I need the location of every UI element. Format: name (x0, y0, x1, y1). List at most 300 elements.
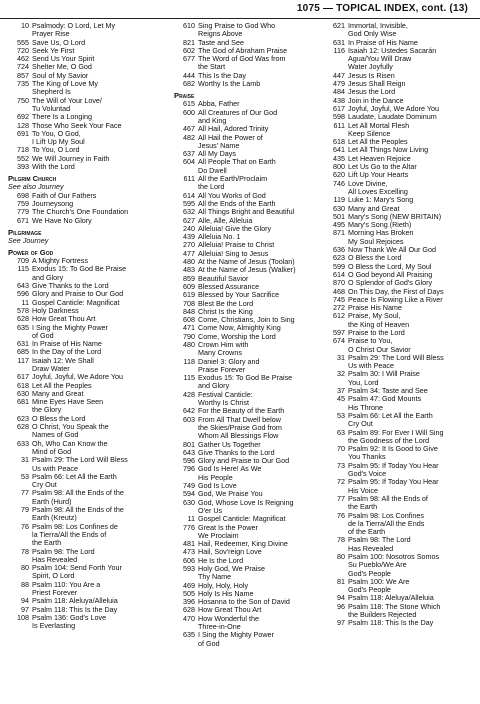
hymn-number: 77 (21, 488, 29, 498)
hymn-title: Psalm 95: If Today You Hear God's Voice (348, 460, 439, 479)
index-entry (8, 564, 174, 581)
hymn-title: All the Ends of the Earth (198, 198, 276, 208)
hymn-number: 746 (333, 178, 345, 188)
hymn-number: 642 (183, 406, 195, 416)
index-entry (324, 395, 476, 412)
hymn-number: 745 (333, 294, 345, 304)
hymn-title: Let All the Peoples (348, 137, 408, 147)
hymn-number: 119 (333, 195, 345, 205)
hymn-title: All Things Bright and Beautiful (198, 207, 295, 217)
hymn-title: Hosanna to the Son of David (198, 597, 290, 607)
hymn-title: Holy God, We Praise Thy Name (198, 564, 265, 582)
hymn-title: Sing Praise to God Who Reigns Above (198, 22, 276, 39)
hymn-title: Psalm 66: Let All the Earth Cry Out (348, 410, 433, 429)
hymn-title: All People That on Earth Do Dwell (198, 157, 276, 175)
hymn-number: 77 (337, 493, 345, 503)
hymn-number: 870 (333, 278, 345, 288)
hymn-number: 70 (337, 444, 345, 454)
hymn-title: Worthy Is the Lamb (198, 79, 261, 89)
hymn-number: 612 (333, 311, 345, 321)
hymn-number: 480 (183, 257, 195, 267)
hymn-title: All Hail the Power of Jesus' Name (198, 132, 263, 150)
hymn-title: Abba, Father (198, 99, 240, 109)
hymn-number: 81 (337, 576, 345, 586)
index-entry (174, 225, 324, 233)
index-entry (324, 619, 476, 627)
hymn-title: Alleluia! Sing to Jesus (198, 248, 269, 258)
index-entry (324, 512, 476, 537)
index-entry (8, 440, 174, 457)
hymn-number: 603 (183, 414, 195, 424)
index-entry (174, 266, 324, 274)
index-entry (324, 536, 476, 553)
hymn-number: 617 (333, 103, 345, 113)
hymn-number: 637 (183, 149, 195, 159)
hymn-number: 118 (183, 356, 195, 366)
hymn-title: O Bless the Lord, My Soul (348, 261, 432, 271)
hymn-number: 627 (183, 215, 195, 225)
hymn-title: How Great Thou Art (198, 605, 262, 615)
hymn-title: Those Who Seek Your Face (32, 120, 122, 130)
hymn-title: Festival Canticle: Worthy Is Christ (198, 389, 253, 408)
page-header (0, 0, 480, 19)
hymn-title: He Is the Lord (198, 555, 244, 565)
hymn-number: 628 (17, 422, 29, 432)
index-entry (8, 357, 174, 374)
hymn-title: Exodus 15: To God Be Praise and Glory (32, 264, 127, 282)
index-entry (324, 304, 476, 312)
hymn-number: 53 (337, 410, 345, 420)
index-entry (174, 391, 324, 408)
hymn-number: 481 (183, 539, 195, 549)
hymn-title: Let Us Go to the Altar (348, 162, 417, 172)
hymn-number: 618 (17, 380, 29, 390)
hymn-title: Oh, Who Can Know the Mind of God (32, 438, 108, 456)
hymn-title: Now Thank We All Our God (348, 245, 437, 255)
hymn-title: Psalm 98: Los Confines de la Tierra/All the Ends of the Earth (348, 510, 425, 537)
hymn-title: Seek Ye First (32, 45, 75, 55)
hymn-number: 88 (21, 579, 29, 589)
hymn-number: 470 (183, 613, 195, 623)
hymn-number: 240 (183, 223, 195, 233)
hymn-number: 72 (337, 477, 345, 487)
hymn-number: 643 (183, 447, 195, 457)
hymn-number: 552 (17, 153, 29, 163)
hymn-title: How Wonderful the Three-in-One (198, 613, 259, 632)
hymn-title: Immortal, Invisible, God Only Wise (348, 22, 408, 39)
hymn-title: Psalm 29: The Lord Will Bless Us with Peace (348, 352, 444, 371)
hymn-title: Come, Worship the Lord (198, 331, 276, 341)
hymn-title: All You Works of God (198, 190, 266, 200)
hymn-number: 116 (333, 45, 345, 55)
hymn-title: God Is Here! As We His People (198, 464, 262, 482)
hymn-title: A Mighty Fortress (32, 256, 88, 266)
hymn-title: Gather Us Together (198, 439, 261, 449)
hymn-number: 620 (333, 170, 345, 180)
index-entry (174, 22, 324, 39)
hymn-number: 677 (183, 54, 195, 64)
hymn-title: Holy Is His Name (198, 588, 254, 598)
index-entry (324, 445, 476, 462)
hymn-title: Glory and Praise to Our God (32, 289, 124, 299)
index-entry (324, 553, 476, 578)
index-entry (174, 499, 324, 516)
hymn-title: God, We Praise You (198, 489, 263, 499)
hymn-title: Come, Christians, Join to Sing (198, 315, 295, 325)
hymn-title: Psalm 34: Taste and See (348, 386, 428, 396)
hymn-number: 776 (183, 522, 195, 532)
section-heading: Pilgrimage (8, 227, 42, 237)
hymn-number: 611 (183, 174, 195, 184)
hymn-number: 630 (17, 388, 29, 398)
index-column-3 (324, 22, 476, 700)
hymn-number: 80 (337, 552, 345, 561)
hymn-title: Holy Darkness (32, 305, 79, 315)
section-heading: Pilgrim Church (8, 174, 57, 184)
hymn-title: Save Us, O Lord (32, 37, 86, 47)
section-heading: Power of God (8, 248, 54, 258)
hymn-title: Beautiful Savior (198, 273, 249, 283)
hymn-number: 623 (17, 413, 29, 423)
hymn-title: I Sing the Mighty Power of God (32, 322, 108, 340)
hymn-number: 11 (187, 514, 195, 524)
hymn-title: Praise, My Soul, the King of Heaven (348, 311, 410, 329)
hymn-number: 636 (333, 245, 345, 255)
hymn-title: My Soul Rejoices (348, 236, 404, 246)
hymn-number: 97 (337, 618, 345, 628)
hymn-title: Psalm 104: Send Forth Your Spirit, O Lord (32, 563, 122, 581)
hymn-number: 63 (337, 427, 345, 437)
index-columns (8, 22, 476, 700)
hymn-number: 643 (17, 281, 29, 291)
hymn-number: 108 (17, 612, 29, 622)
index-entry (324, 354, 476, 371)
hymn-number: 599 (333, 261, 345, 271)
hymn-number: 857 (17, 70, 29, 80)
hymn-number: 94 (337, 593, 345, 603)
hymn-number: 45 (337, 394, 345, 404)
hymn-number: 393 (17, 162, 29, 172)
hymn-title: Psalmody: O Lord, Let My Prayer Rise (32, 22, 116, 39)
index-entry (174, 175, 324, 192)
hymn-number: 718 (17, 145, 29, 155)
see-also-reference: See Journey (8, 235, 49, 245)
hymn-title: Psalm 98: All the Ends of the Earth (348, 493, 428, 512)
hymn-title: In the Day of the Lord (32, 347, 102, 357)
hymn-number: 602 (183, 45, 195, 55)
hymn-title: Alleluia! Praise to Christ (198, 240, 275, 250)
hymn-number: 115 (17, 264, 29, 274)
index-entry (324, 47, 476, 72)
hymn-title: Many and Great (348, 203, 400, 213)
hymn-title: How Great Thou Art (32, 314, 96, 324)
hymn-number: 270 (183, 240, 195, 250)
hymn-title: Psalm 29: The Lord Will Bless Us with Peace (32, 455, 128, 473)
hymn-title: Joyful, Joyful, We Adore You (348, 103, 439, 113)
hymn-number: 596 (17, 289, 29, 299)
hymn-number: 593 (183, 564, 195, 573)
hymn-title: Psalm 98: The Lord Has Revealed (348, 535, 411, 553)
hymn-number: 610 (183, 22, 195, 30)
hymn-title: The Word of God Was from the Start (198, 54, 286, 72)
hymn-number: 671 (17, 215, 29, 225)
hymn-number: 469 (183, 580, 195, 590)
index-entry (8, 398, 174, 415)
hymn-title: God Is Love (198, 481, 237, 491)
hymn-title: Let Heaven Rejoice (348, 153, 411, 163)
hymn-number: 480 (183, 339, 195, 349)
hymn-title: Isaiah 12: We Shall Draw Water (32, 355, 94, 373)
hymn-number: 681 (17, 397, 29, 407)
hymn-number: 631 (333, 37, 345, 47)
hymn-title: To You, O Lord (32, 145, 80, 155)
hymn-number: 477 (183, 248, 195, 258)
hymn-title: Give Thanks to the Lord (198, 447, 275, 457)
hymn-title: Mine Eyes Have Seen the Glory (32, 397, 104, 415)
hymn-number: 396 (183, 597, 195, 607)
hymn-number: 31 (21, 455, 29, 465)
index-entry (8, 548, 174, 565)
hymn-number: 53 (21, 471, 29, 481)
index-entry (8, 324, 174, 341)
hymn-number: 438 (333, 95, 345, 105)
index-entry (324, 462, 476, 479)
hymn-title: Christ Is the King (198, 306, 253, 316)
hymn-title: Hail, Sov'reign Love (198, 547, 262, 557)
hymn-title: In Praise of His Name (348, 37, 418, 47)
hymn-title: We Will Journey in Faith (32, 153, 110, 163)
hymn-number: 796 (183, 464, 195, 474)
hymn-title: Psalm 110: You Are a Priest Forever (32, 579, 101, 597)
hymn-number: 96 (337, 601, 345, 611)
index-entry (324, 603, 476, 620)
hymn-number: 623 (333, 253, 345, 263)
hymn-title: To You, O God, I Lift Up My Soul (32, 128, 85, 147)
hymn-number: 633 (17, 438, 29, 448)
index-entry (8, 614, 174, 631)
index-entry (174, 55, 324, 72)
hymn-number: 483 (183, 265, 195, 275)
hymn-number: 698 (17, 190, 29, 200)
hymn-title: The Will of Your Love/ Tu Voluntad (32, 95, 102, 113)
hymn-title: Let All the Peoples (32, 380, 92, 390)
index-entry (8, 97, 174, 114)
hymn-title: This Is the Day (198, 70, 246, 80)
index-entry (174, 615, 324, 632)
index-entry (324, 312, 476, 329)
hymn-number: 801 (183, 439, 195, 449)
hymn-number: 618 (333, 137, 345, 147)
hymn-title: Peace Is Flowing Like a River (348, 294, 443, 304)
hymn-number: 94 (21, 596, 29, 606)
hymn-title: All Creatures of Our God and King (198, 107, 278, 125)
hymn-title: Jesus the Lord (348, 87, 396, 97)
hymn-number: 444 (183, 70, 195, 80)
hymn-title: All Hail, Adored Trinity (198, 124, 269, 134)
hymn-title: All the Earth/Proclaim the Lord (198, 174, 268, 192)
hymn-title: O Splendor of God's Glory (348, 278, 433, 288)
hymn-number: 495 (333, 220, 345, 230)
section-heading: Praise (174, 91, 195, 101)
hymn-number: 628 (17, 314, 29, 324)
hymn-title: Psalm 47: God Mounts His Throne (348, 394, 422, 412)
hymn-number: 11 (21, 297, 29, 307)
hymn-title: Love Divine, All Loves Excelling (348, 178, 408, 196)
index-entry (324, 429, 476, 446)
hymn-number: 759 (17, 198, 29, 208)
hymn-title: Blest Be the Lord (198, 298, 254, 308)
index-entry (174, 374, 324, 391)
hymn-number: 749 (183, 481, 195, 491)
hymn-title: Laudate, Laudate Dominum (348, 112, 437, 122)
index-entry (8, 130, 174, 147)
index-entry (174, 158, 324, 175)
hymn-title: Psalm 118: Aleluya/Alleluia (32, 596, 118, 606)
index-entry (8, 163, 174, 171)
hymn-number: 617 (17, 372, 29, 382)
hymn-title: Psalm 66: Let All the Earth Cry Out (32, 471, 117, 490)
hymn-title: Journeysong (32, 198, 74, 208)
hymn-title: Great Is the Power We Proclaim (198, 522, 258, 540)
hymn-number: 641 (333, 145, 345, 155)
hymn-number: 505 (183, 588, 195, 598)
hymn-number: 471 (183, 323, 195, 333)
index-column-2 (174, 22, 324, 700)
index-entry (174, 631, 324, 648)
hymn-number: 735 (17, 79, 29, 89)
hymn-title: Psalm 92: It Is Good to Give You Thanks (348, 444, 438, 462)
hymn-title: Psalm 118: This Is the Day (348, 618, 434, 628)
index-entry (174, 80, 324, 88)
hymn-title: Psalm 118: Aleluya/Alleluia (348, 593, 434, 603)
index-entry (174, 134, 324, 151)
index-entry (324, 122, 476, 139)
hymn-title: Psalm 30: I Will Praise You, Lord (348, 369, 420, 387)
hymn-number: 800 (333, 162, 345, 172)
hymn-number: 859 (183, 273, 195, 283)
hymn-number: 428 (183, 389, 195, 399)
index-entry (174, 333, 324, 341)
hymn-number: 619 (183, 290, 195, 300)
hymn-number: 128 (17, 120, 29, 130)
hymn-number: 750 (17, 95, 29, 105)
hymn-title: Psalm 118: The Stone Which the Builders Rejected (348, 601, 441, 620)
hymn-number: 272 (333, 303, 345, 313)
hymn-title: Blessed by Your Sacrifice (198, 290, 280, 300)
hymn-title: Come Now, Almighty King (198, 323, 281, 333)
hymn-title: Crown Him with Many Crowns (198, 339, 249, 358)
hymn-number: 790 (183, 331, 195, 341)
index-entry (324, 478, 476, 495)
hymn-title: O Bless the Lord (32, 413, 86, 423)
hymn-number: 635 (183, 630, 195, 640)
hymn-title: Exodus 15: To God Be Praise and Glory (198, 373, 293, 391)
index-entry (174, 565, 324, 582)
hymn-title: In Praise of His Name (32, 339, 102, 349)
hymn-title: Psalm 98: All the Ends of the Earth (Hurd) (32, 488, 124, 506)
hymn-title: At the Name of Jesus (Toolan) (198, 257, 295, 267)
hymn-title: Blessed Assurance (198, 281, 260, 291)
hymn-title: Psalm 100: Nosotros Somos Su Pueblo/We Are God's People (348, 552, 440, 578)
index-entry (174, 341, 324, 358)
hymn-title: O Bless the Lord (348, 253, 402, 263)
index-entry (174, 358, 324, 375)
hymn-number: 555 (17, 37, 29, 47)
index-entry (8, 265, 174, 282)
hymn-title: Isaiah 12: Ustedes Sacarán Agua/You Will Draw Water Joyfully (348, 45, 437, 72)
index-entry (8, 22, 174, 39)
hymn-title: Alleluia! Give the Glory (198, 223, 272, 233)
hymn-number: 76 (337, 510, 345, 520)
hymn-number: 598 (333, 112, 345, 122)
hymn-title: From All That Dwell below the Skies/Praise God from Whom All Blessings Flow (198, 414, 282, 441)
hymn-title: Praise to You, O Christ Our Savior (348, 336, 411, 354)
hymn-title: Jesus Is Risen (348, 70, 395, 80)
see-also-reference: See also Journey (8, 182, 64, 192)
hymn-number: 720 (17, 45, 29, 55)
index-entry (174, 465, 324, 482)
hymn-number: 594 (183, 489, 195, 499)
hymn-number: 848 (183, 306, 195, 316)
hymn-title: Let All Things Now Living (348, 145, 429, 155)
index-entry (324, 22, 476, 39)
hymn-title: Psalm 98: Los Confines de la Tierra/All the Ends of the Earth (32, 521, 118, 548)
hymn-number: 10 (21, 22, 29, 30)
hymn-number: 473 (183, 547, 195, 557)
hymn-number: 604 (183, 157, 195, 167)
index-entry (174, 109, 324, 126)
hymn-number: 482 (183, 132, 195, 142)
hymn-title: I Sing the Mighty Power of God (198, 630, 274, 648)
index-entry (8, 523, 174, 548)
hymn-number: 691 (17, 128, 29, 138)
hymn-title: Holy, Holy, Holy (198, 580, 249, 590)
hymn-number: 80 (21, 563, 29, 573)
hymn-title: The King of Love My Shepherd Is (32, 79, 98, 97)
hymn-title: On This Day, the First of Days (348, 286, 444, 296)
hymn-title: The Church's One Foundation (32, 207, 129, 217)
hymn-title: O God beyond All Praising (348, 269, 433, 279)
hymn-number: 600 (183, 107, 195, 117)
index-entry (8, 473, 174, 490)
hymn-number: 628 (183, 605, 195, 615)
hymn-number: 692 (17, 112, 29, 122)
hymn-number: 462 (17, 54, 29, 64)
hymn-number: 115 (183, 373, 195, 383)
hymn-number: 597 (333, 327, 345, 337)
index-entry (8, 423, 174, 440)
hymn-title: Psalm 100: We Are God's People (348, 576, 410, 595)
hymn-title: Alle, Alle, Alleluia (198, 215, 253, 225)
hymn-title: With the Lord (32, 162, 75, 172)
hymn-title: Joyful, Joyful, We Adore You (32, 372, 123, 382)
hymn-number: 632 (183, 207, 195, 217)
hymn-number: 78 (21, 546, 29, 556)
hymn-number: 631 (17, 339, 29, 349)
hymn-number: 78 (337, 535, 345, 545)
hymn-title: Praise to the Lord (348, 327, 405, 337)
hymn-title: Mary's Song (Rieth) (348, 220, 412, 230)
hymn-title: Soul of My Savior (32, 70, 89, 80)
hymn-number: 614 (333, 269, 345, 279)
hymn-title: At the Name of Jesus (Walker) (198, 265, 296, 275)
hymn-number: 32 (337, 369, 345, 379)
hymn-number: 484 (333, 87, 345, 97)
hymn-title: Psalm 95: If Today You Hear His Voice (348, 477, 439, 495)
index-entry (324, 412, 476, 429)
hymn-number: 608 (183, 315, 195, 325)
index-entry (324, 180, 476, 197)
